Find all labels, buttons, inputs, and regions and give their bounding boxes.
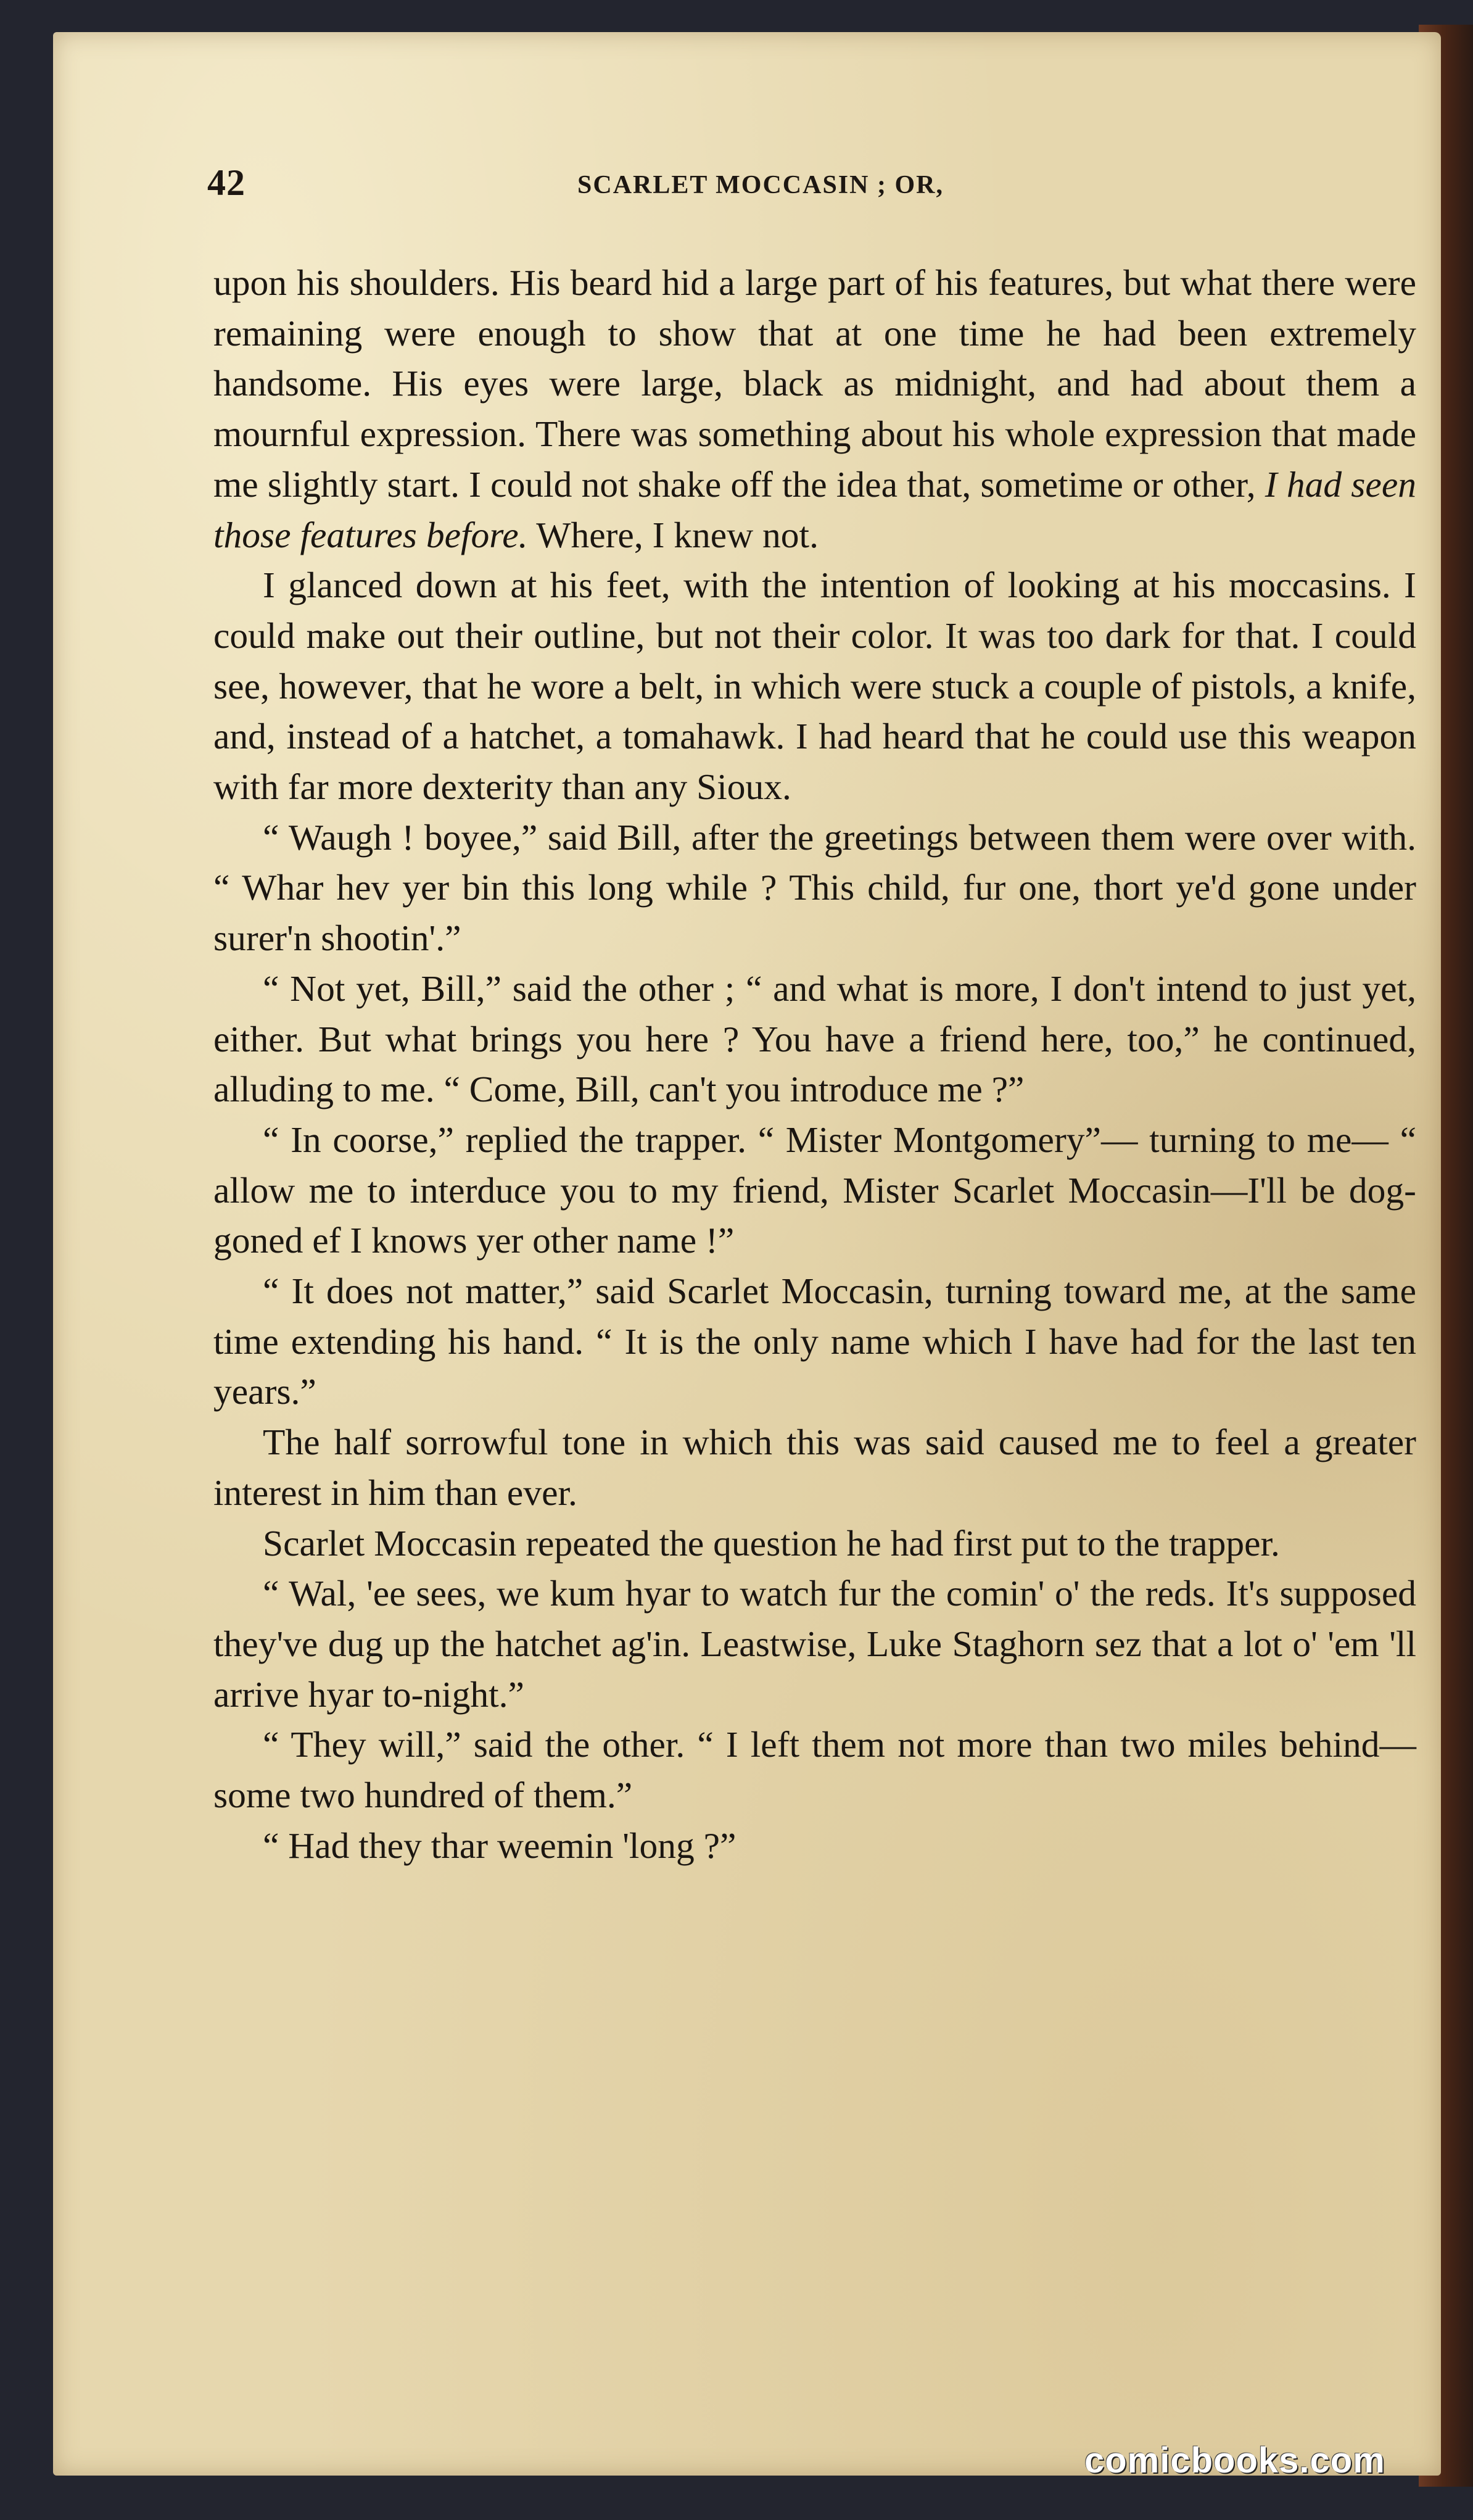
running-head: SCARLET MOCCASIN ; OR, bbox=[577, 171, 944, 199]
paragraph: “ Wal, 'ee sees, we kum hyar to watch fur the comin' o' the reds. It's supposed they've dug up the hatchet ag'in. Leastwise, Luke Staghorn sez that a lot o' 'em 'll arrive hyar to-night.” bbox=[213, 1573, 1416, 1715]
paragraph: “ Waugh ! boyee,” said Bill, after the greetings between them were over with. “ Whar hev yer bin this long while ? This child, fur one, thort ye'd gone under surer'n shootin'.” bbox=[213, 816, 1416, 959]
paragraph: “ It does not matter,” said Scarlet Moccasin, turning toward me, at the same time extending his hand. “ It is the only name which I have had for the last ten years.” bbox=[213, 1270, 1416, 1412]
paragraph: I glanced down at his feet, with the intention of looking at his moccasins. I could make out their outline, but not their color. It was too dark for that. I could see, however, that he wore a belt, in which were stuck a couple of pistols, a knife, and, instead of a hatchet, a tomahawk. I had heard that he could use this weapon with far more dexterity than any Sioux. bbox=[213, 565, 1416, 808]
paragraph: upon his shoulders. His beard hid a large part of his features, but what there were remaining were enough to show that at one time he had been extremely handsome. His eyes were large, black as midnight, and had about them a mournful expression. There was something about his whole expression that made me slightly start. I could not shake off the idea that, sometime or other, I had seen those features before. Where, I knew not. bbox=[213, 262, 1416, 555]
paragraph: “ In coorse,” replied the trapper. “ Mister Montgomery”— turning to me— “ allow me to interduce you to my friend, Mister Scarlet Moccasin—I'll be dog-goned ef I knows yer other name !” bbox=[213, 1119, 1416, 1261]
italic-phrase: I had seen those features before. bbox=[213, 463, 1416, 555]
page-number: 42 bbox=[207, 162, 246, 203]
paragraph: “ Had they thar weemin 'long ?” bbox=[263, 1825, 736, 1866]
paragraph: “ Not yet, Bill,” said the other ; “ and what is more, I don't intend to just yet, either. But what brings you here ? You have a friend here, too,” he continued, alluding to me. “ Come, Bill, can't you introduce me ?” bbox=[213, 968, 1416, 1110]
body-text bbox=[213, 258, 1416, 1871]
paragraph: “ They will,” said the other. “ I left them not more than two miles behind—some two hundred of them.” bbox=[213, 1724, 1416, 1816]
watermark: comicbooks.com bbox=[1084, 2440, 1385, 2481]
paragraph: The half sorrowful tone in which this was said caused me to feel a greater interest in him than ever. bbox=[213, 1422, 1416, 1513]
paragraph: Scarlet Moccasin repeated the question he had first put to the trapper. bbox=[263, 1522, 1280, 1564]
page-header bbox=[207, 162, 1379, 205]
